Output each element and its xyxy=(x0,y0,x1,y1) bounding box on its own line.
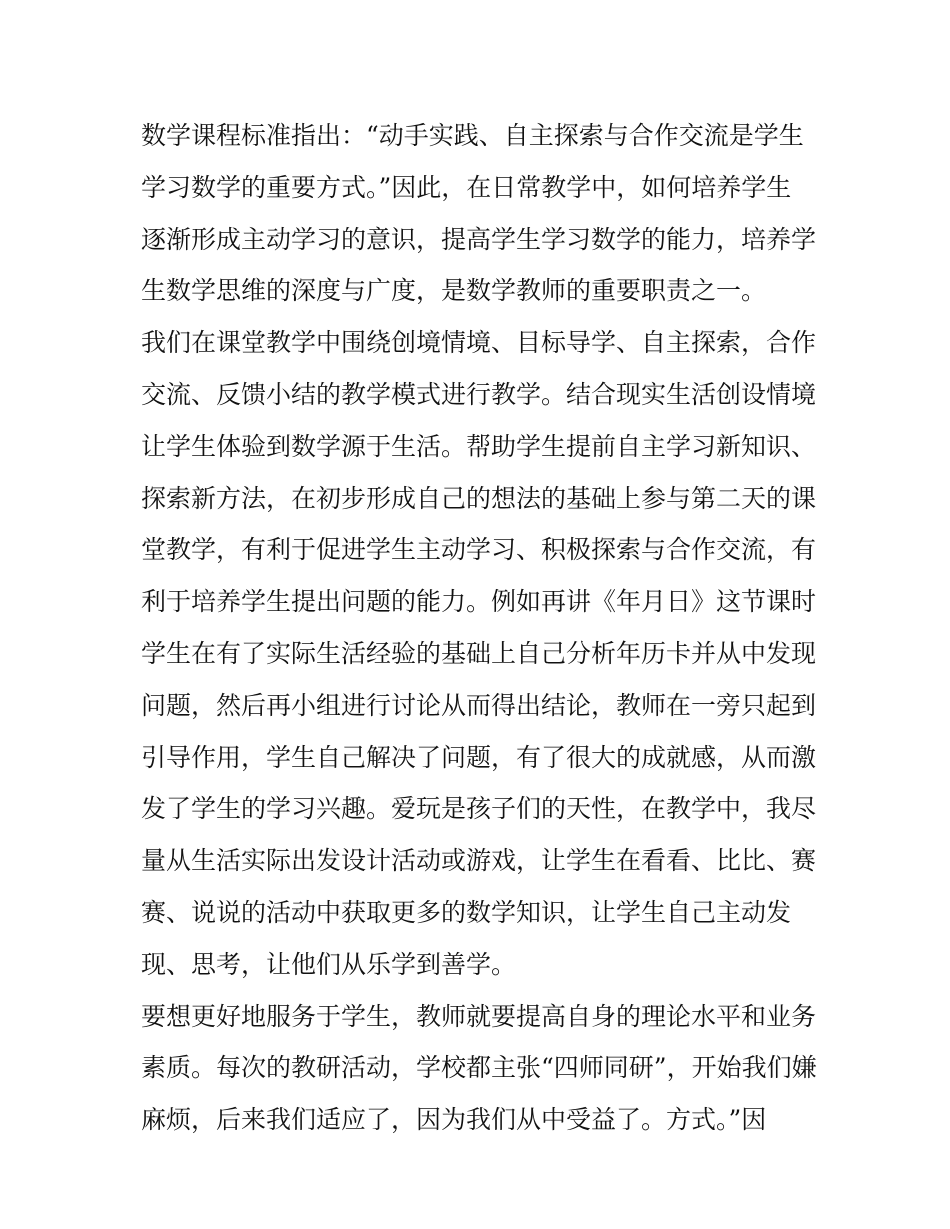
body-text xyxy=(141,110,821,1146)
text-line: 引导作用，学生自己解决了问题，有了很大的成就感，从而激 xyxy=(141,742,817,772)
text-line: 交流、反馈小结的教学模式进行教学。结合现实生活创设情境 xyxy=(141,379,817,409)
text-line: 素质。每次的教研活动，学校都主张“四师同研”，开始我们嫌 xyxy=(141,1053,817,1083)
text-line: 逐渐形成主动学习的意识，提高学生学习数学的能力，培养学 xyxy=(141,224,817,254)
text-line: 学生在有了实际生活经验的基础上自己分析年历卡并从中发现 xyxy=(141,638,817,668)
text-line: 让学生体验到数学源于生活。帮助学生提前自主学习新知识、 xyxy=(141,431,817,461)
text-line: 要想更好地服务于学生，教师就要提高自身的理论水平和业务 xyxy=(141,1001,817,1031)
text-line: 麻烦，后来我们适应了，因为我们从中受益了。方式。”因 xyxy=(141,1105,767,1135)
text-line: 堂教学，有利于促进学生主动学习、积极探索与合作交流，有 xyxy=(141,535,817,565)
text-line: 探索新方法，在初步形成自己的想法的基础上参与第二天的课 xyxy=(141,483,817,513)
text-line: 学习数学的重要方式。”因此，在日常教学中，如何培养学生 xyxy=(141,172,792,202)
text-line: 量从生活实际出发设计活动或游戏，让学生在看看、比比、赛 xyxy=(141,846,817,876)
text-line: 我们在课堂教学中围绕创境情境、目标导学、自主探索，合作 xyxy=(141,328,817,358)
text-line: 问题，然后再小组进行讨论从而得出结论，教师在一旁只起到 xyxy=(141,690,817,720)
text-line: 赛、说说的活动中获取更多的数学知识，让学生自己主动发 xyxy=(141,897,792,927)
text-line: 现、思考，让他们从乐学到善学。 xyxy=(141,949,517,979)
text-line: 生数学思维的深度与广度，是数学教师的重要职责之一。 xyxy=(141,276,767,306)
text-line: 数学课程标准指出：“动手实践、自主探索与合作交流是学生 xyxy=(141,121,804,150)
text-line: 发了学生的学习兴趣。爱玩是孩子们的天性，在教学中，我尽 xyxy=(141,794,817,824)
text-line: 利于培养学生提出问题的能力。例如再讲《年月日》这节课时 xyxy=(141,587,817,617)
